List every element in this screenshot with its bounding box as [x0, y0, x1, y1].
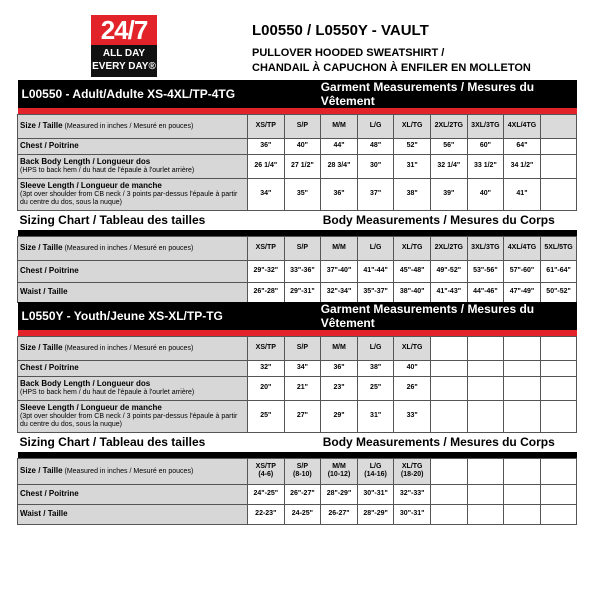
waist-label-cell: [18, 504, 248, 524]
size-cell: 4XL/4TG: [504, 114, 541, 138]
value-cell: 26 1/4": [248, 154, 285, 178]
empty-cell: [430, 458, 467, 484]
value-cell: 31": [357, 400, 394, 432]
value-cell: 64": [504, 138, 541, 154]
value-cell: 50"-52": [540, 282, 577, 302]
value-cell: 22-23": [248, 504, 285, 524]
empty-cell: [431, 376, 468, 400]
size-range: (10-12): [327, 471, 351, 478]
empty-cell: [540, 360, 577, 376]
empty-cell: [504, 504, 541, 524]
size-label: Size / Taille: [20, 342, 63, 352]
chest-label: Chest / Poitrine: [20, 362, 79, 372]
sleeve-length-row: [18, 178, 577, 210]
empty-cell: [467, 376, 504, 400]
size-note: (Measured in inches / Mesuré en pouces): [64, 122, 194, 130]
size-cell: 3XL/3TG: [467, 236, 504, 260]
value-cell: 26": [394, 376, 431, 400]
youth-body-table: [17, 432, 577, 525]
empty-cell: [467, 458, 504, 484]
value-cell: 26"-27": [284, 484, 321, 504]
value-cell: 24"-25": [248, 484, 285, 504]
chest-label: Chest / Poitrine: [20, 265, 79, 275]
empty-cell: [431, 400, 468, 432]
size-cell: M/M: [321, 336, 358, 360]
value-cell: 29"-31": [284, 282, 321, 302]
value-cell: 21": [284, 376, 321, 400]
value-cell: 32"-34": [321, 282, 358, 302]
value-cell: 32": [248, 360, 285, 376]
size-cell: L/G: [357, 236, 394, 260]
size-cell: [248, 458, 285, 484]
empty-cell: [504, 336, 541, 360]
size-range: (4-6): [258, 471, 274, 478]
waist-row: [18, 282, 577, 302]
size-cell: L/G: [357, 114, 394, 138]
page-title: L00550 / L0550Y - VAULT: [252, 22, 429, 39]
back-length-row: [18, 154, 577, 178]
value-cell: 35"-37": [357, 282, 394, 302]
value-cell: 33 1/2": [467, 154, 504, 178]
back-note: (HPS to back hem / du haut de l'épaule à l'ourlet arrière): [20, 166, 195, 174]
size-label-cell: [18, 458, 248, 484]
chest-label-cell: [18, 484, 248, 504]
value-cell: 40": [394, 360, 431, 376]
empty-cell: [540, 336, 577, 360]
chest-row: [18, 360, 577, 376]
value-cell: 29": [321, 400, 358, 432]
size-label-cell: [18, 336, 248, 360]
value-cell: 45"-48": [394, 260, 431, 282]
size-cell: S/P: [284, 114, 321, 138]
size-row: [18, 114, 577, 138]
size-cell: L/G: [357, 336, 394, 360]
size-row: [18, 236, 577, 260]
value-cell: 30": [357, 154, 394, 178]
value-cell: 52": [394, 138, 431, 154]
size-cell: M/M: [321, 114, 358, 138]
value-cell: 34": [248, 178, 285, 210]
waist-label-cell: [18, 282, 248, 302]
empty-cell: [467, 504, 504, 524]
size-cell: [357, 458, 394, 484]
empty-cell: [504, 376, 541, 400]
size-range: (18-20): [400, 471, 424, 478]
size-cell: 2XL/2TG: [430, 236, 467, 260]
value-cell: 30"-31": [357, 484, 394, 504]
value-cell: 32"-33": [394, 484, 431, 504]
value-cell: 60": [467, 138, 504, 154]
size-cell: XS/TP: [248, 114, 285, 138]
size-cell: 4XL/4TG: [504, 236, 541, 260]
value-cell: 38": [357, 360, 394, 376]
sleeve-note: (3pt over shoulder from CB neck / 3 points par-dessus l'épaule à partir du centre du dos, sous la nuque): [20, 190, 238, 206]
value-cell: 47"-49": [504, 282, 541, 302]
value-cell: 41"-43": [430, 282, 467, 302]
value-cell: 26"-28": [248, 282, 285, 302]
empty-cell: [431, 360, 468, 376]
value-cell: 36": [248, 138, 285, 154]
size-name: XS/TP: [255, 463, 276, 470]
value-cell: 25": [357, 376, 394, 400]
sleeve-label: Sleeve Length / Longueur de manche: [20, 180, 162, 190]
value-cell: 49"-52": [430, 260, 467, 282]
value-cell: 37"-40": [321, 260, 358, 282]
back-length-row: [18, 376, 577, 400]
value-cell: 24-25": [284, 504, 321, 524]
logo-line1: ALL DAY: [102, 48, 146, 59]
value-cell: 53"-56": [467, 260, 504, 282]
value-cell: 38": [394, 178, 431, 210]
size-cell: XL/TG: [394, 336, 431, 360]
empty-cell: [430, 504, 467, 524]
empty-cell: [431, 336, 468, 360]
youth-body-title: Sizing Chart / Tableau des tailles: [19, 435, 206, 449]
value-cell: 29"-32": [248, 260, 285, 282]
youth-garment-subtitle: Garment Measurements / Mesures du Vêtement: [320, 302, 535, 330]
size-cell: [284, 458, 321, 484]
value-cell: 39": [430, 178, 467, 210]
value-cell: 33"-36": [284, 260, 321, 282]
value-cell: 34": [284, 360, 321, 376]
size-cell: 2XL/2TG: [430, 114, 467, 138]
sleeve-label-cell: [18, 178, 248, 210]
adult-body-subtitle: Body Measurements / Mesures du Corps: [322, 213, 555, 227]
empty-cell: [504, 400, 541, 432]
empty-cell: [540, 504, 577, 524]
empty-cell: [430, 484, 467, 504]
page-subtitle-2: CHANDAIL À CAPUCHON À ENFILER EN MOLLETON: [252, 62, 531, 74]
chest-label: Chest / Poitrine: [20, 488, 79, 498]
chest-label-cell: [18, 360, 248, 376]
back-label: Back Body Length / Longueur dos: [20, 156, 151, 166]
youth-garment-table: [17, 302, 577, 433]
chest-label-cell: [18, 260, 248, 282]
size-note: (Measured in inches / Mesuré en pouces): [64, 244, 194, 252]
size-row: [18, 336, 577, 360]
size-label: Size / Taille: [20, 120, 63, 130]
value-cell: 57"-60": [504, 260, 541, 282]
sleeve-note: (3pt over shoulder from CB neck / 3 points par-dessus l'épaule à partir du centre du dos, sous la nuque): [20, 412, 238, 428]
value-cell: 28"-29": [321, 484, 358, 504]
brand-logo: [91, 15, 157, 77]
empty-cell: [504, 484, 541, 504]
youth-garment-title: L0550Y - Youth/Jeune XS-XL/TP-TG: [21, 309, 223, 323]
size-name: M/M: [332, 463, 346, 470]
adult-body-table: [17, 210, 577, 303]
empty-cell: [467, 360, 504, 376]
value-cell: 25": [248, 400, 285, 432]
youth-body-subtitle: Body Measurements / Mesures du Corps: [322, 435, 555, 449]
size-cell: [394, 458, 431, 484]
size-name: S/P: [296, 463, 309, 470]
back-label: Back Body Length / Longueur dos: [20, 378, 151, 388]
value-cell: [540, 138, 577, 154]
sleeve-label-cell: [18, 400, 248, 432]
value-cell: 41": [504, 178, 541, 210]
value-cell: 44": [321, 138, 358, 154]
waist-row: [18, 504, 577, 524]
page-subtitle-1: PULLOVER HOODED SWEATSHIRT /: [252, 47, 445, 59]
logo-top-text: 24/7: [91, 15, 157, 45]
value-cell: 41"-44": [357, 260, 394, 282]
size-cell: M/M: [321, 236, 358, 260]
adult-body-title: Sizing Chart / Tableau des tailles: [19, 213, 206, 227]
size-cell: [540, 114, 577, 138]
value-cell: 26-27": [321, 504, 358, 524]
value-cell: [540, 178, 577, 210]
size-row: [18, 458, 577, 484]
empty-cell: [467, 336, 504, 360]
waist-label: Waist / Taille: [20, 286, 68, 296]
value-cell: 56": [430, 138, 467, 154]
value-cell: 48": [357, 138, 394, 154]
value-cell: 31": [394, 154, 431, 178]
empty-cell: [504, 458, 541, 484]
youth-body-header: [18, 432, 577, 452]
chest-label-cell: [18, 138, 248, 154]
value-cell: 32 1/4": [430, 154, 467, 178]
value-cell: 36": [321, 178, 358, 210]
size-cell: XL/TG: [394, 114, 431, 138]
size-label-cell: [18, 114, 248, 138]
size-note: (Measured in inches / Mesuré en pouces): [64, 467, 194, 475]
adult-garment-subtitle: Garment Measurements / Mesures du Vêtement: [320, 80, 535, 108]
value-cell: 40": [467, 178, 504, 210]
size-cell: XS/TP: [248, 336, 285, 360]
empty-cell: [504, 360, 541, 376]
size-cell: XL/TG: [394, 236, 431, 260]
value-cell: 44"-46": [467, 282, 504, 302]
empty-cell: [467, 484, 504, 504]
logo-line2: EVERY DAY®: [92, 61, 156, 72]
value-cell: 27": [284, 400, 321, 432]
size-range: (8-10): [293, 471, 312, 478]
chest-row: [18, 138, 577, 154]
value-cell: 33": [394, 400, 431, 432]
empty-cell: [540, 484, 577, 504]
value-cell: 61"-64": [540, 260, 577, 282]
size-cell: S/P: [284, 336, 321, 360]
waist-label: Waist / Taille: [20, 508, 68, 518]
size-label: Size / Taille: [20, 465, 63, 475]
value-cell: 27 1/2": [284, 154, 321, 178]
size-cell: 3XL/3TG: [467, 114, 504, 138]
empty-cell: [540, 376, 577, 400]
size-label: Size / Taille: [20, 242, 63, 252]
back-label-cell: [18, 154, 248, 178]
adult-garment-title: L00550 - Adult/Adulte XS-4XL/TP-4TG: [21, 87, 236, 101]
chest-row: [18, 484, 577, 504]
adult-body-header: [18, 210, 577, 230]
sleeve-length-row: [18, 400, 577, 432]
sleeve-label: Sleeve Length / Longueur de manche: [20, 402, 162, 412]
logo-bottom: [91, 45, 157, 77]
value-cell: 35": [284, 178, 321, 210]
value-cell: 36": [321, 360, 358, 376]
value-cell: 34 1/2": [504, 154, 541, 178]
value-cell: [540, 154, 577, 178]
value-cell: 20": [248, 376, 285, 400]
value-cell: 37": [357, 178, 394, 210]
size-label-cell: [18, 236, 248, 260]
back-label-cell: [18, 376, 248, 400]
value-cell: 38"-40": [394, 282, 431, 302]
empty-cell: [467, 400, 504, 432]
value-cell: 40": [284, 138, 321, 154]
empty-cell: [540, 458, 577, 484]
back-note: (HPS to back hem / du haut de l'épaule à l'ourlet arrière): [20, 388, 195, 396]
empty-cell: [540, 400, 577, 432]
size-cell: 5XL/5TG: [540, 236, 577, 260]
size-cell: S/P: [284, 236, 321, 260]
size-cell: [321, 458, 358, 484]
chest-label: Chest / Poitrine: [20, 140, 79, 150]
size-cell: XS/TP: [248, 236, 285, 260]
adult-garment-header: [18, 80, 577, 108]
chest-row: [18, 260, 577, 282]
size-note: (Measured in inches / Mesuré en pouces): [64, 344, 194, 352]
youth-garment-header: [18, 302, 577, 330]
size-name: XL/TG: [401, 463, 423, 470]
value-cell: 28 3/4": [321, 154, 358, 178]
value-cell: 28"-29": [357, 504, 394, 524]
size-range: (14-16): [364, 471, 387, 478]
adult-garment-table: [17, 80, 577, 211]
value-cell: 23": [321, 376, 358, 400]
size-name: L/G: [369, 463, 382, 470]
value-cell: 30"-31": [394, 504, 431, 524]
